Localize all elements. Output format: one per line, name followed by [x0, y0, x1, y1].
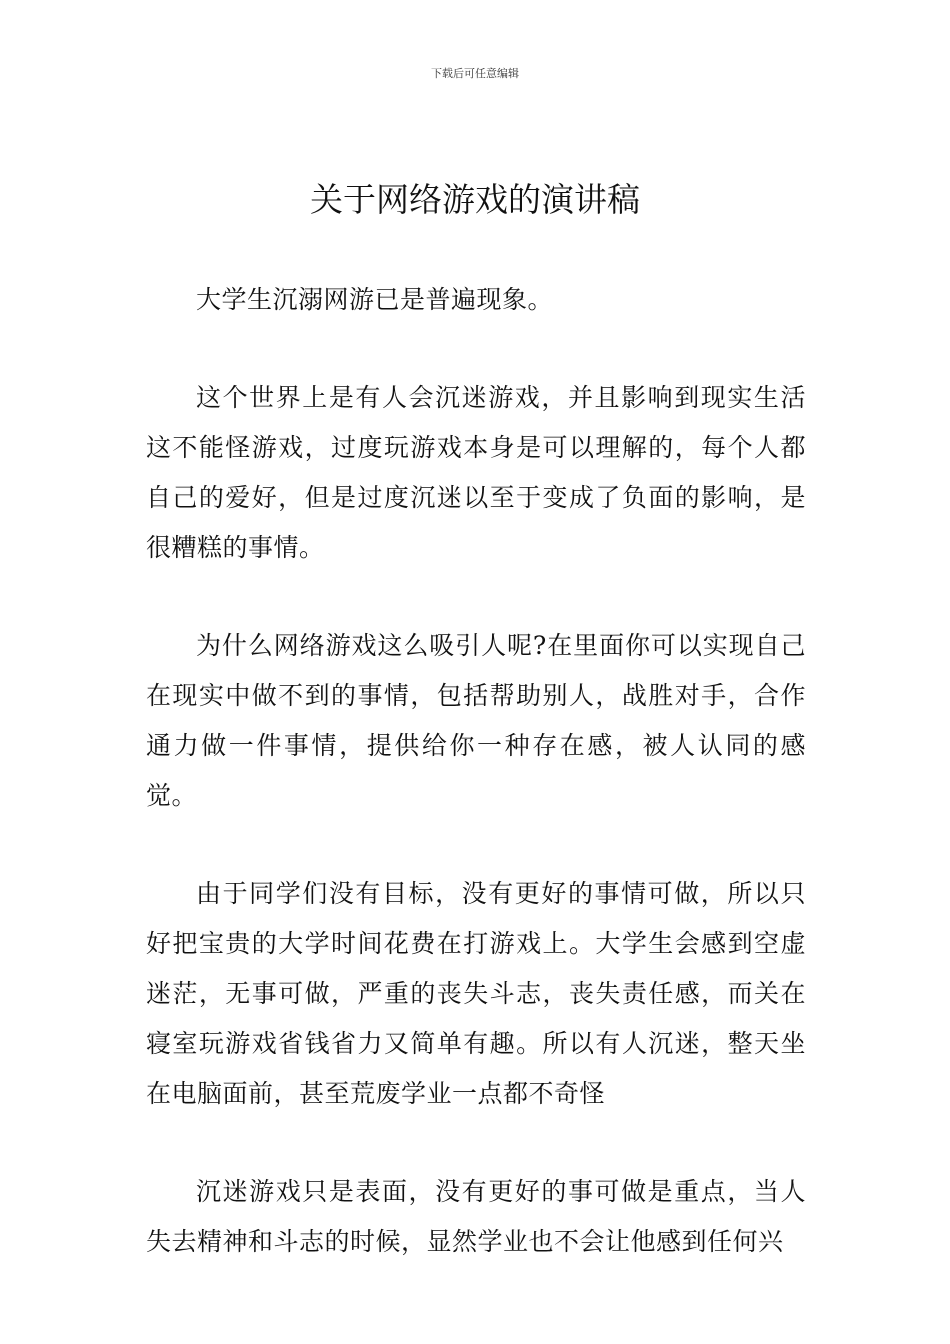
- paragraph: 为什么网络游戏这么吸引人呢?在里面你可以实现自己在现实中做不到的事情，包括帮助别人，战胜对手，合作通力做一件事情，提供给你一种存在感，被人认同的感觉。: [146, 631, 806, 810]
- paragraph: 这个世界上是有人会沉迷游戏，并且影响到现实生活这不能怪游戏，过度玩游戏本身是可以理解的，每个人都自己的爱好，但是过度沉迷以至于变成了负面的影响，是很糟糕的事情。: [146, 383, 806, 562]
- paragraph: 大学生沉溺网游已是普遍现象。: [196, 285, 554, 314]
- header-note: 下载后可任意编辑: [431, 67, 519, 80]
- paragraph: 由于同学们没有目标，没有更好的事情可做，所以只好把宝贵的大学时间花费在打游戏上。大学生会感到空虚迷茫，无事可做，严重的丧失斗志，丧失责任感，而关在寝室玩游戏省钱省力又简单有趣。所以有人沉迷，整天坐在电脑面前，甚至荒废学业一点都不奇怪: [146, 879, 806, 1108]
- document-body: [146, 275, 806, 1315]
- paragraph: 沉迷游戏只是表面，没有更好的事可做是重点，当人失去精神和斗志的时候，显然学业也不会让他感到任何兴: [146, 1177, 806, 1256]
- document-title: 关于网络游戏的演讲稿: [310, 180, 640, 219]
